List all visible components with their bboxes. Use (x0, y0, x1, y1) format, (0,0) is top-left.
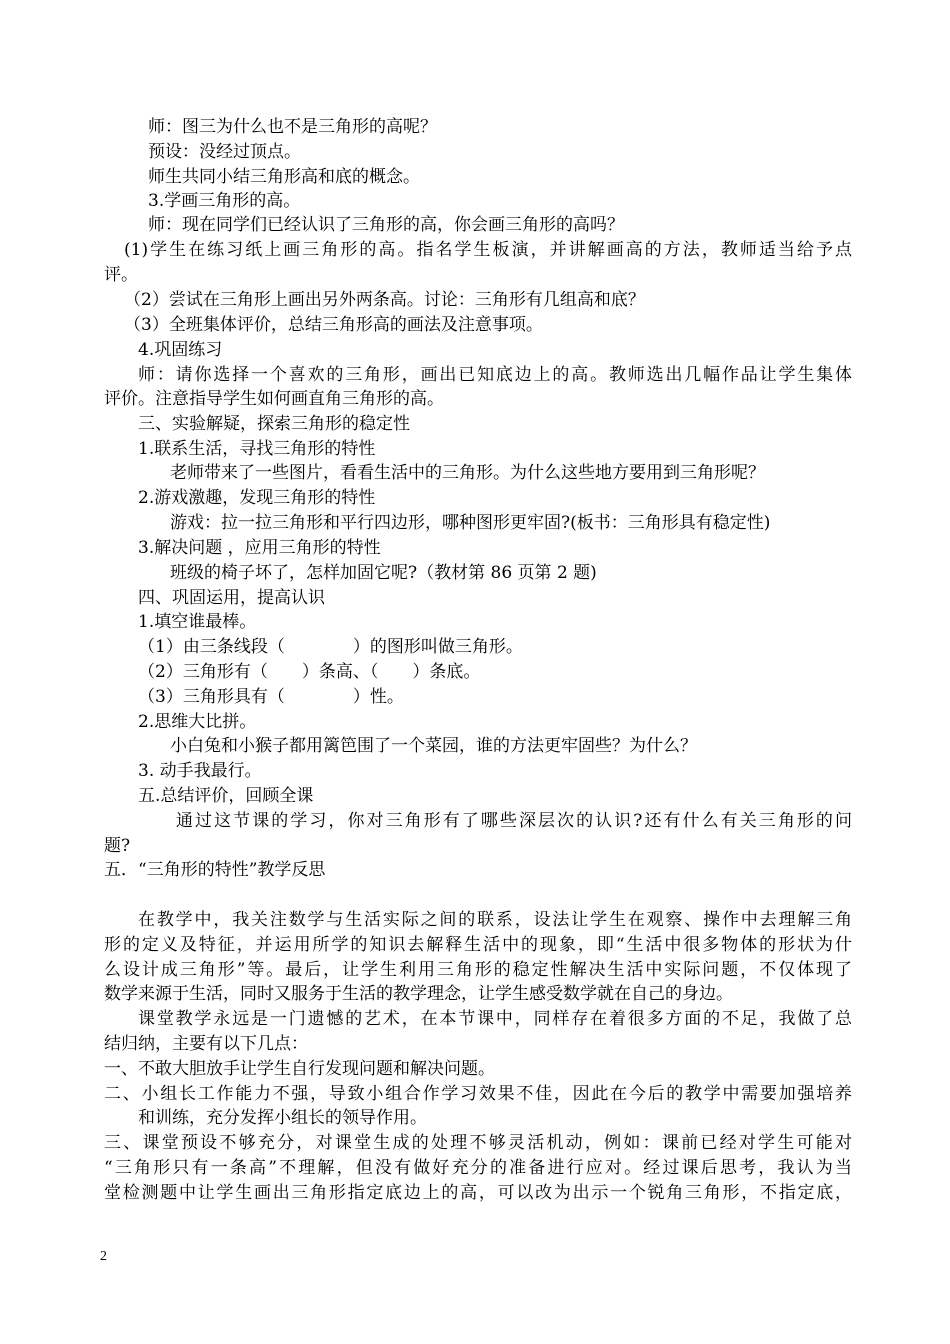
text-line: 一、不敢大胆放手让学生自行发现问题和解决问题。 (104, 1059, 495, 1079)
text-line: 3. 动手我最行。 (138, 761, 262, 781)
text-line: 结归纳，主要有以下几点： (104, 1034, 308, 1054)
text-line: 堂检测题中让学生画出三角形指定底边上的高，可以改为出示一个锐角三角形，不指定底， (104, 1183, 852, 1203)
text-line: 老师带来了一些图片，看看生活中的三角形。为什么这些地方要用到三角形呢？ (170, 463, 765, 483)
page-number: 2 (100, 1249, 107, 1264)
section-heading: 三、实验解疑，探索三角形的稳定性 (138, 414, 410, 434)
text-line: 形的定义及特征，并运用所学的知识去解释生活中的现象，即“生活中很多物体的形状为什 (104, 935, 852, 955)
text-line: 2.思维大比拼。 (138, 712, 257, 732)
text-line: (1)学生在练习纸上画三角形的高。指名学生板演，并讲解画高的方法，教师适当给予点 (124, 240, 852, 260)
text-line: 3.学画三角形的高。 (148, 191, 301, 211)
text-line: 游戏：拉一拉三角形和平行四边形，哪种图形更牢固?(板书：三角形具有稳定性) (170, 513, 771, 533)
text-line: （3）三角形具有（ ）性。 (138, 687, 404, 707)
text-line: 二、小组长工作能力不强，导致小组合作学习效果不佳，因此在今后的教学中需要加强培养 (104, 1084, 852, 1104)
text-line: 在教学中，我关注数学与生活实际之间的联系，设法让学生在观察、操作中去理解三角 (138, 910, 852, 930)
text-line: 3.解决问题 ，应用三角形的特性 (138, 538, 381, 558)
text-line: （2）三角形有（ ）条高、（ ）条底。 (138, 662, 481, 682)
text-line: “三角形只有一条高”不理解，但没有做好充分的准备进行应对。经过课后思考，我认为当 (104, 1158, 852, 1178)
text-line: 课堂教学永远是一门遗憾的艺术，在本节课中，同样存在着很多方面的不足，我做了总 (138, 1009, 852, 1029)
text-line: 三、课堂预设不够充分，对课堂生成的处理不够灵活机动，例如：课前已经对学生可能对 (104, 1133, 852, 1153)
text-line: 师：现在同学们已经认识了三角形的高，你会画三角形的高吗？ (148, 215, 624, 235)
text-line: 题? (104, 836, 131, 856)
text-line: 1.填空谁最棒。 (138, 612, 257, 632)
text-line: （3）全班集体评价，总结三角形高的画法及注意事项。 (124, 315, 543, 335)
text-line: 么设计成三角形”等。最后，让学生利用三角形的稳定性解决生活中实际问题，不仅体现了 (104, 960, 852, 980)
section-heading: 五．“三角形的特性”教学反思 (104, 860, 326, 880)
section-heading: 五.总结评价，回顾全课 (138, 786, 314, 806)
text-line: 1.联系生活，寻找三角形的特性 (138, 439, 376, 459)
text-line: 评价。注意指导学生如何画直角三角形的高。 (104, 389, 444, 409)
text-line: 评。 (104, 265, 138, 285)
text-line: 班级的椅子坏了，怎样加固它呢?（教材第 86 页第 2 题) (170, 563, 597, 583)
text-line: 师生共同小结三角形高和底的概念。 (148, 167, 420, 187)
text-line: 2.游戏激趣，发现三角形的特性 (138, 488, 376, 508)
text-line: 和训练，充分发挥小组长的领导作用。 (138, 1108, 427, 1128)
section-heading: 四、巩固运用，提高认识 (138, 588, 325, 608)
text-line: （1）由三条线段（ ）的图形叫做三角形。 (138, 637, 523, 657)
text-line: 师：图三为什么也不是三角形的高呢？ (148, 117, 437, 137)
text-line: 预设：没经过顶点。 (148, 142, 301, 162)
text-line: 4.巩固练习 (138, 340, 223, 360)
text-line: 小白兔和小猴子都用篱笆围了一个菜园，谁的方法更牢固些？为什么？ (170, 736, 697, 756)
text-line: 数学来源于生活，同时又服务于生活的教学理念，让学生感受数学就在自己的身边。 (104, 984, 733, 1004)
text-line: 师：请你选择一个喜欢的三角形，画出已知底边上的高。教师选出几幅作品让学生集体 (138, 365, 852, 385)
text-line: （2）尝试在三角形上画出另外两条高。讨论：三角形有几组高和底？ (124, 290, 645, 310)
text-line: 通过这节课的学习，你对三角形有了哪些深层次的认识?还有什么有关三角形的问 (176, 811, 852, 831)
